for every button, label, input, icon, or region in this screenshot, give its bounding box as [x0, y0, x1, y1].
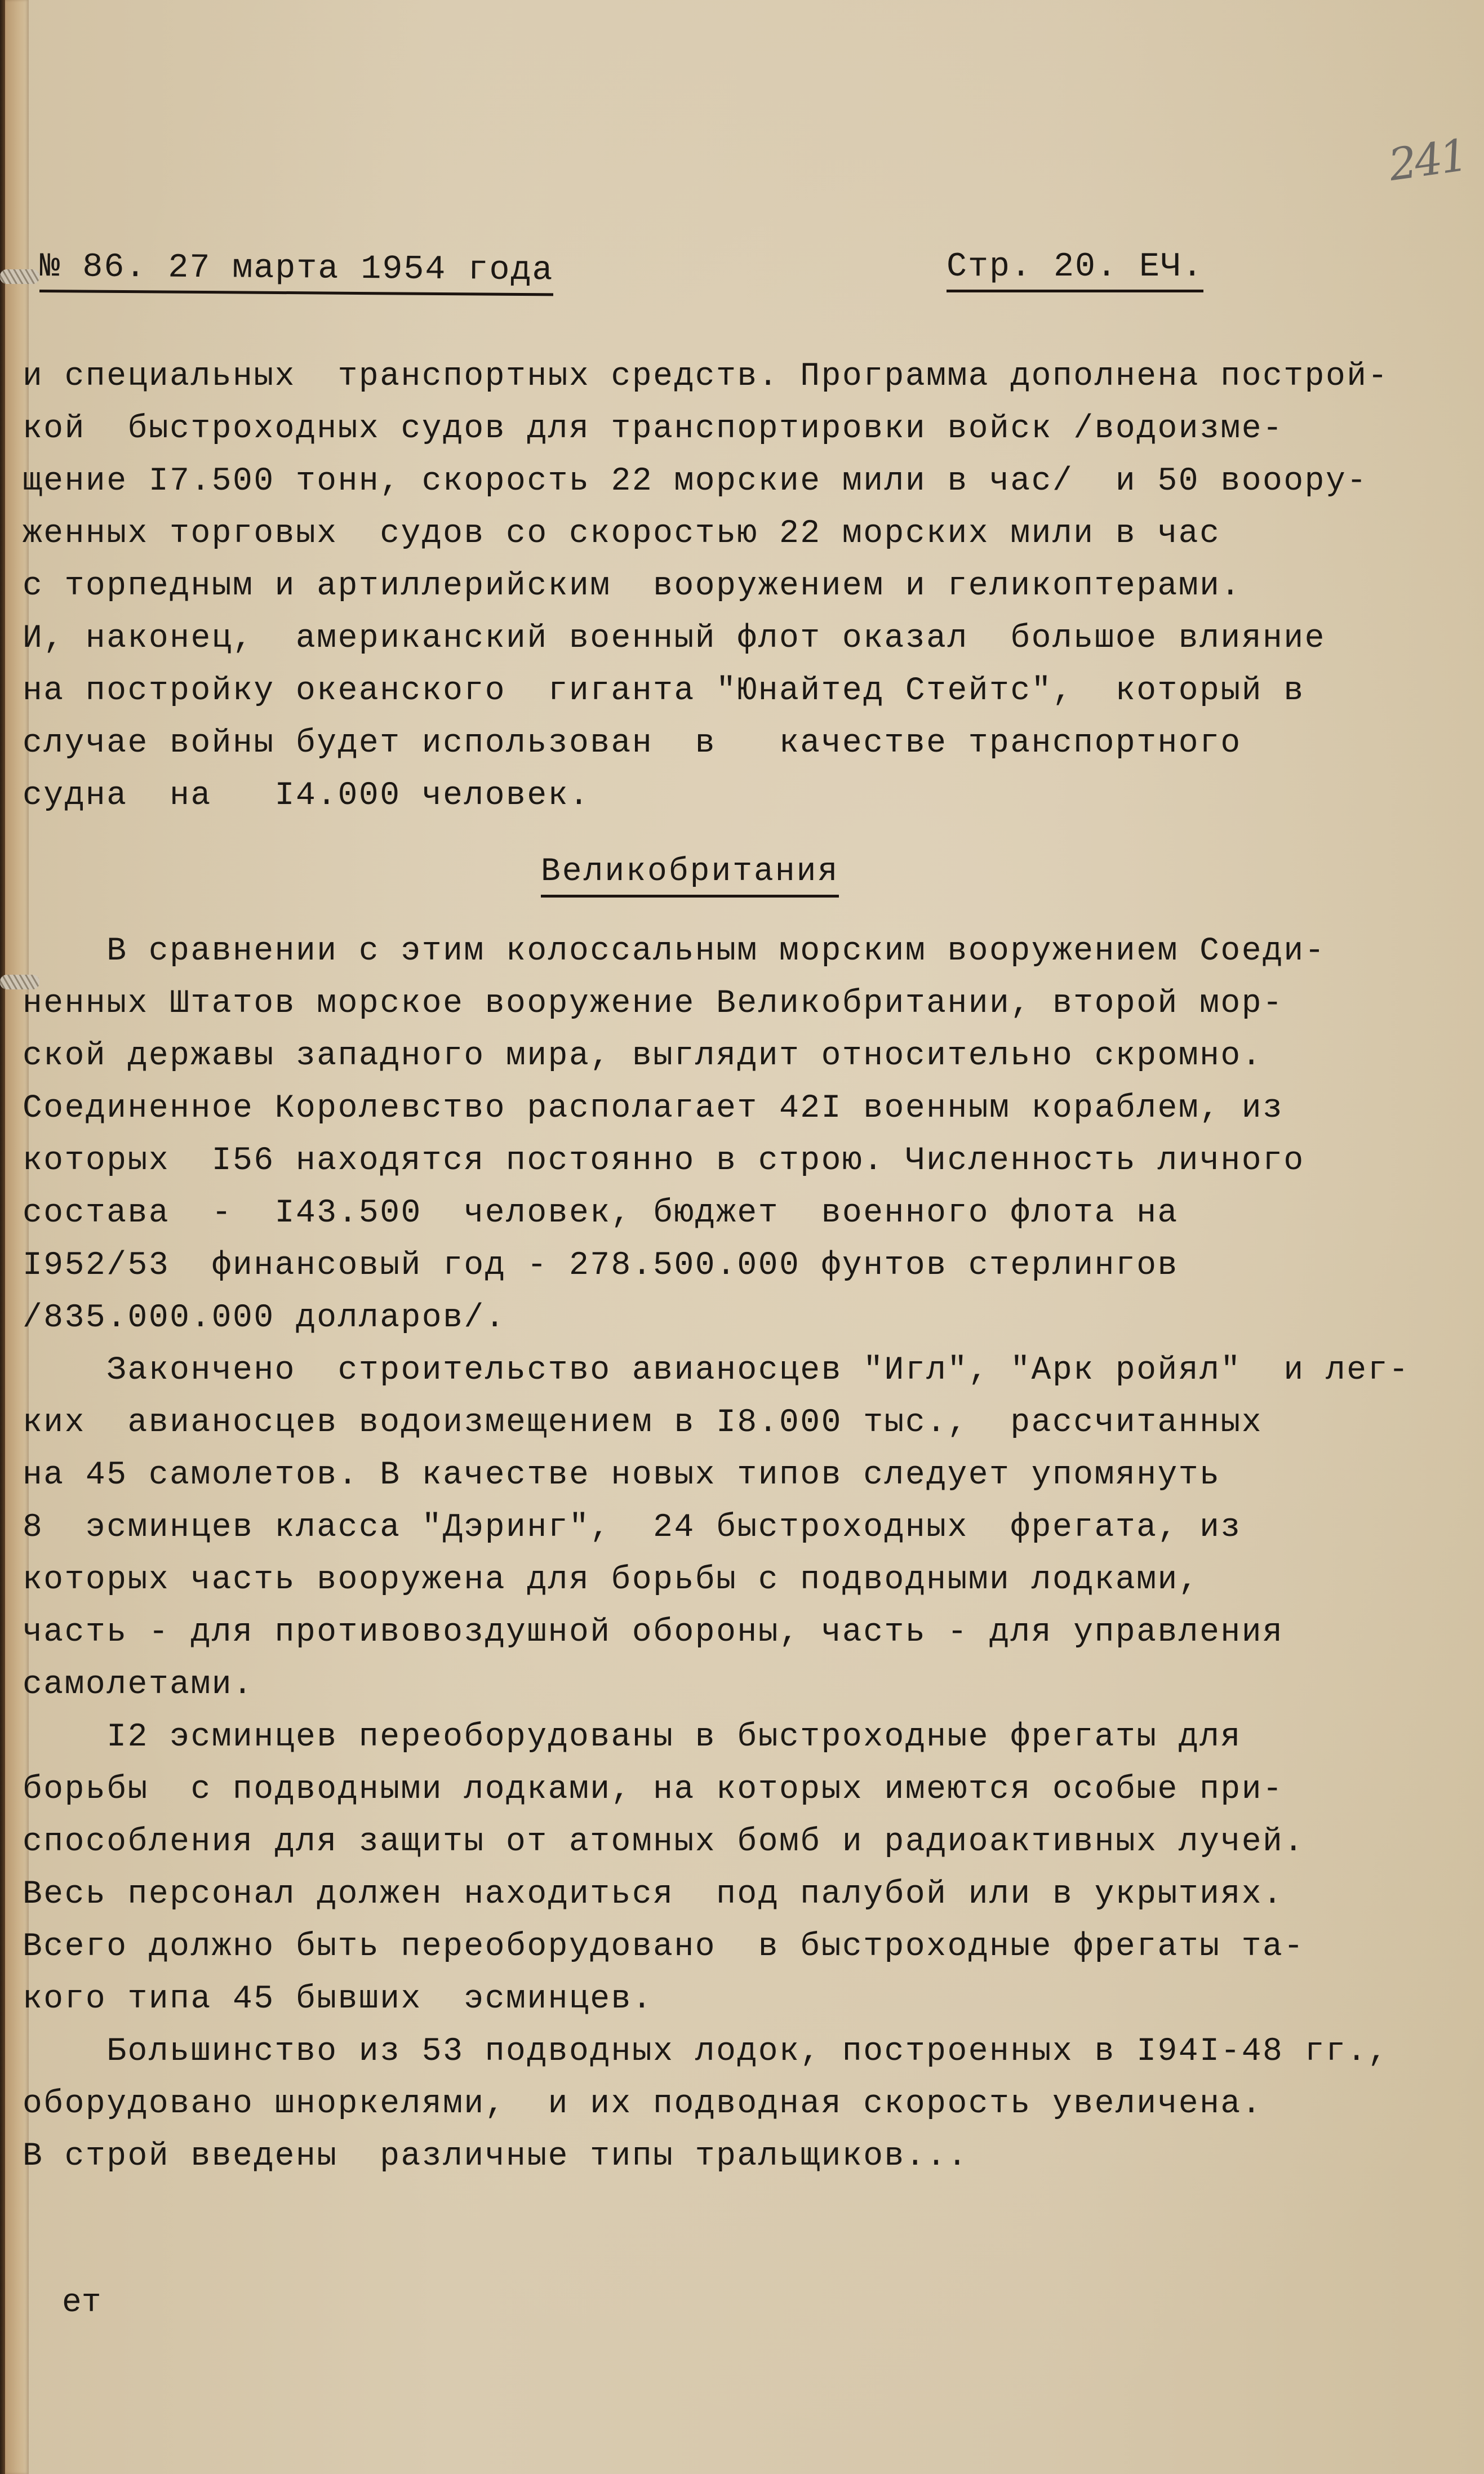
text-line: щение I7.500 тонн, скорость 22 морские мили в час/ и 50 вооору-	[23, 463, 1368, 500]
text-line: В строй введены различные типы тральщиков...	[23, 2138, 968, 2175]
text-line: которых I56 находятся постоянно в строю. Численность личного	[23, 1143, 1305, 1179]
text-line: кого типа 45 бывших эсминцев.	[23, 1981, 654, 2018]
text-line: часть - для противовоздушной обороны, часть - для управления	[23, 1614, 1284, 1651]
text-line: I952/53 финансовый год - 278.500.000 фунтов стерлингов	[23, 1247, 1179, 1284]
text-line: кой быстроходных судов для транспортировки войск /водоизме-	[23, 411, 1284, 447]
issue-date-header: № 86. 27 марта 1954 года	[39, 248, 554, 296]
text-line: I2 эсминцев переоборудованы в быстроходные фрегаты для	[23, 1719, 1242, 1756]
text-line: оборудовано шноркелями, и их подводная скорость увеличена.	[23, 2086, 1263, 2122]
typist-initials: ет	[62, 2285, 101, 2321]
text-line: ненных Штатов морское вооружение Великобритании, второй мор-	[23, 985, 1284, 1022]
text-line: Закончено строительство авианосцев "Игл", "Арк ройял" и лег-	[23, 1352, 1410, 1389]
text-line: женных торговых судов со скоростью 22 морских мили в час	[23, 516, 1221, 552]
text-line: случае войны будет использован в качестве транспортного	[23, 725, 1242, 762]
folio-number: 241	[1385, 130, 1469, 192]
page-reference: Стр. 20. ЕЧ.	[947, 248, 1203, 292]
text-line: способления для защиты от атомных бомб и радиоактивных лучей.	[23, 1824, 1305, 1860]
text-line: которых часть вооружена для борьбы с подводными лодками,	[23, 1562, 1200, 1598]
text-line: Всего должно быть переоборудовано в быстроходные фрегаты та-	[23, 1929, 1305, 1965]
text-line: 8 эсминцев класса "Дэринг", 24 быстроходных фрегата, из	[23, 1509, 1242, 1546]
text-line: /835.000.000 долларов/.	[23, 1300, 506, 1336]
text-line: ской державы западного мира, выглядит относительно скромно.	[23, 1038, 1263, 1074]
text-line: с торпедным и артиллерийским вооружением и геликоптерами.	[23, 568, 1242, 605]
section-heading: Великобритания	[541, 854, 839, 898]
text-line: судна на I4.000 человек.	[23, 778, 590, 814]
text-line: на 45 самолетов. В качестве новых типов следует упомянуть	[23, 1457, 1221, 1494]
text-line: ких авианосцев водоизмещением в I8.000 тыс., рассчитанных	[23, 1405, 1263, 1441]
binding-edge	[0, 0, 5, 2474]
text-line: на постройку океанского гиганта "Юнайтед Стейтс", который в	[23, 673, 1305, 709]
text-line: и специальных транспортных средств. Программа дополнена построй-	[23, 358, 1389, 395]
text-line: Соединенное Королевство располагает 42I военным кораблем, из	[23, 1090, 1284, 1127]
text-line: состава - I43.500 человек, бюджет военного флота на	[23, 1195, 1179, 1232]
binding-string	[0, 269, 39, 284]
text-line: И, наконец, американский военный флот оказал большое влияние	[23, 620, 1326, 657]
text-line: Большинство из 53 подводных лодок, построенных в I94I-48 гг.,	[23, 2033, 1389, 2070]
text-line: самолетами.	[23, 1667, 254, 1703]
text-line: борьбы с подводными лодками, на которых имеются особые при-	[23, 1771, 1284, 1808]
text-line: В сравнении с этим колоссальным морским вооружением Соеди-	[23, 933, 1326, 970]
text-line: Весь персонал должен находиться под палубой или в укрытиях.	[23, 1876, 1284, 1913]
